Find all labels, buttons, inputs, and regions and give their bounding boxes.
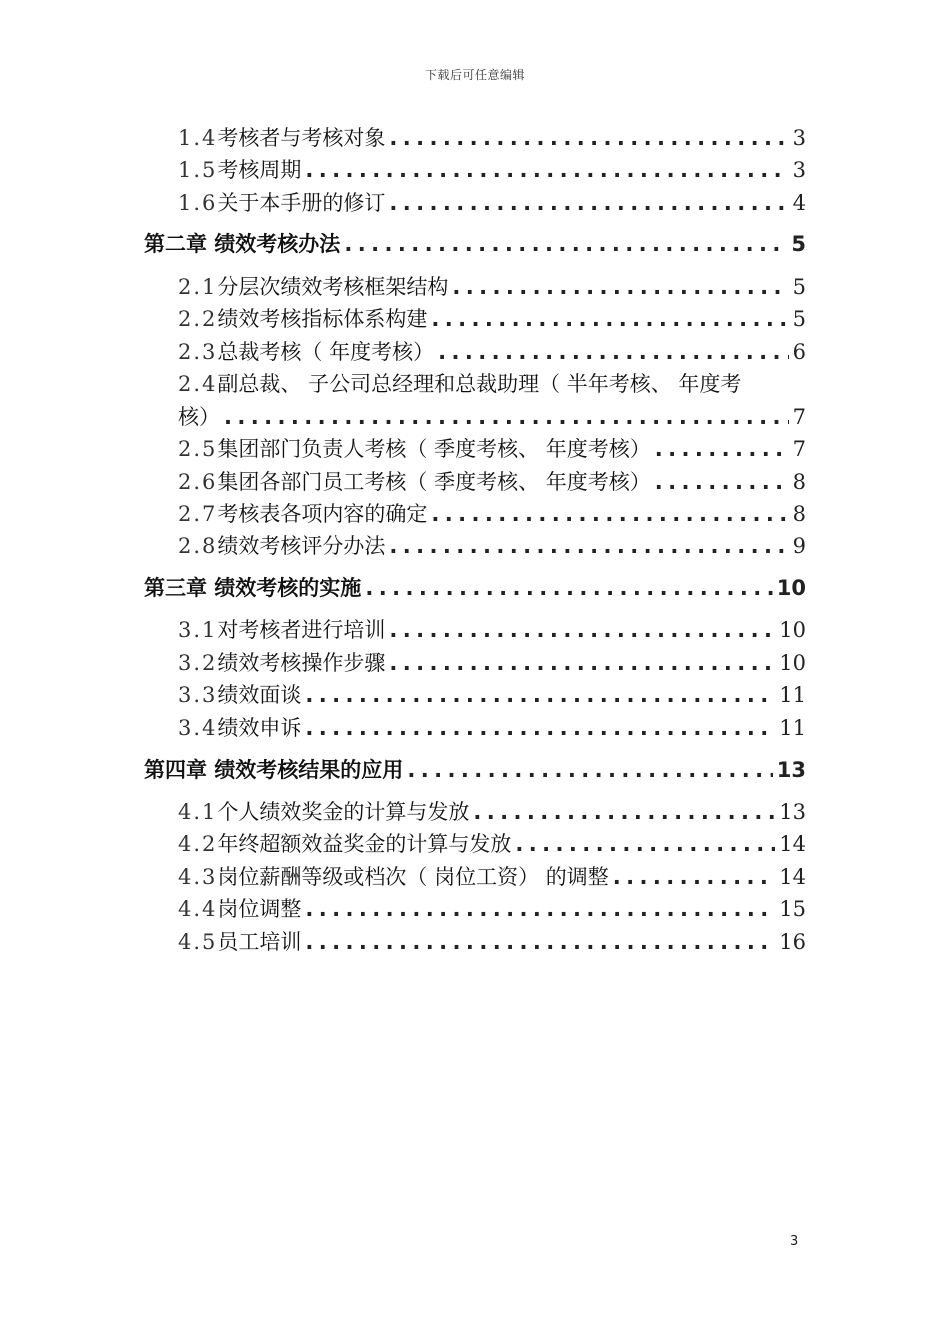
toc-leader-dots [389, 647, 775, 679]
toc-entry-page: 5 [792, 307, 806, 331]
toc-leader-dots [452, 271, 788, 303]
toc-entry-page: 13 [776, 758, 806, 782]
toc-leader-dots [515, 828, 775, 860]
toc-entry-title: 对考核者进行培训 [217, 618, 386, 642]
toc-entry[interactable] [178, 828, 806, 860]
toc-entry-number: 4.3 [178, 865, 218, 889]
toc-entry[interactable] [178, 647, 806, 679]
toc-entry[interactable] [178, 926, 806, 958]
toc-leader-dots [365, 572, 772, 604]
toc-entry-wrapped-second-line[interactable] [178, 401, 806, 433]
toc-entry-number: 3.4 [178, 716, 218, 740]
toc-entry-title: 副总裁、 子公司总经理和总裁助理（ 半年考核、 年度考 [217, 372, 742, 396]
toc-chapter-title: 第二章 绩效考核办法 [144, 232, 341, 256]
toc-entry-page: 14 [779, 832, 806, 856]
toc-entry-page: 10 [779, 651, 806, 675]
toc-leader-dots [407, 754, 772, 786]
toc-entry-page: 5 [791, 232, 806, 256]
toc-entry-page: 3 [792, 158, 806, 182]
toc-entry-title: 岗位薪酬等级或档次（ 岗位工资） 的调整 [217, 865, 609, 889]
toc-entry[interactable] [178, 271, 806, 303]
toc-entry[interactable] [178, 498, 806, 530]
toc-entry-page: 7 [792, 405, 806, 429]
toc-entry-page: 8 [792, 470, 806, 494]
toc-entry[interactable] [178, 154, 806, 186]
toc-entry[interactable] [178, 433, 806, 465]
toc-entry[interactable] [178, 466, 806, 498]
toc-entry-page: 15 [779, 897, 806, 921]
toc-entry-number: 2.7 [178, 502, 218, 526]
toc-entry-number: 3.2 [178, 651, 218, 675]
toc-entry-title: 绩效考核指标体系构建 [217, 307, 428, 331]
toc-entry-number: 4.5 [178, 930, 218, 954]
toc-entry-number: 4.1 [178, 800, 218, 824]
toc-leader-dots [438, 336, 789, 368]
toc-entry-page: 11 [779, 716, 806, 740]
toc-entry-title: 绩效考核评分办法 [217, 534, 386, 558]
toc-entry-title: 绩效考核操作步骤 [217, 651, 386, 675]
toc-entry[interactable] [178, 187, 806, 219]
toc-leader-dots [655, 433, 789, 465]
toc-entry-title: 考核周期 [217, 158, 302, 182]
toc-leader-dots [389, 122, 788, 154]
toc-entry-page: 16 [779, 930, 806, 954]
toc-entry-title: 考核表各项内容的确定 [217, 502, 428, 526]
toc-entry-title: 关于本手册的修订 [217, 191, 386, 215]
toc-leader-dots [305, 893, 775, 925]
toc-entry[interactable] [178, 530, 806, 562]
toc-entry-number: 2.8 [178, 534, 218, 558]
toc-entry-number: 1.4 [178, 126, 218, 150]
toc-entry-number: 1.6 [178, 191, 218, 215]
toc-leader-dots [655, 466, 789, 498]
toc-entry-number: 2.5 [178, 437, 218, 461]
toc-entry[interactable] [178, 122, 806, 154]
toc-entry-title: 岗位调整 [217, 897, 302, 921]
toc-entry[interactable] [178, 679, 806, 711]
toc-entry-title-continued: 核） [178, 405, 220, 429]
toc-entry-number: 2.3 [178, 340, 218, 364]
toc-leader-dots [305, 154, 788, 186]
toc-leader-dots [305, 712, 775, 744]
toc-leader-dots [305, 679, 775, 711]
toc-chapter-entry[interactable] [144, 754, 806, 786]
toc-entry-title: 集团各部门员工考核（ 季度考核、 年度考核） [217, 470, 651, 494]
toc-leader-dots [224, 401, 789, 433]
toc-entry[interactable] [178, 303, 806, 335]
toc-chapter-entry[interactable] [144, 228, 806, 260]
toc-entry-page: 10 [779, 618, 806, 642]
toc-entry-title: 集团部门负责人考核（ 季度考核、 年度考核） [217, 437, 651, 461]
toc-entry-title: 年终超额效益奖金的计算与发放 [217, 832, 512, 856]
toc-entry[interactable] [178, 796, 806, 828]
toc-leader-dots [344, 228, 787, 260]
toc-entry-number: 4.4 [178, 897, 218, 921]
toc-entry-number: 1.5 [178, 158, 218, 182]
toc-entry-title: 分层次绩效考核框架结构 [217, 275, 449, 299]
page-number: 3 [790, 1234, 799, 1249]
toc-entry-number: 3.3 [178, 683, 218, 707]
toc-entry-page: 13 [779, 800, 806, 824]
toc-leader-dots [389, 187, 788, 219]
toc-entry-title: 员工培训 [217, 930, 302, 954]
toc-entry-page: 11 [779, 683, 806, 707]
toc-chapter-entry[interactable] [144, 572, 806, 604]
toc-entry[interactable] [178, 614, 806, 646]
toc-entry-number: 2.2 [178, 307, 218, 331]
toc-entry-page: 14 [779, 865, 806, 889]
toc-entry-page: 3 [792, 126, 806, 150]
toc-leader-dots [431, 498, 788, 530]
toc-entry[interactable] [178, 861, 806, 893]
toc-entry-title: 考核者与考核对象 [217, 126, 386, 150]
toc-entry-page: 8 [792, 502, 806, 526]
toc-entry-page: 9 [792, 534, 806, 558]
toc-leader-dots [473, 796, 775, 828]
toc-entry-number: 2.6 [178, 470, 218, 494]
toc-entry-wrapped-first-line[interactable] [178, 368, 806, 400]
toc-entry-page: 4 [792, 191, 806, 215]
page-header-note: 下载后可任意编辑 [424, 68, 525, 82]
toc-leader-dots [431, 303, 788, 335]
toc-entry-number: 3.1 [178, 618, 218, 642]
toc-entry-title: 总裁考核（ 年度考核） [217, 340, 435, 364]
toc-chapter-title: 第四章 绩效考核结果的应用 [144, 758, 404, 782]
toc-entry-title: 绩效面谈 [217, 683, 302, 707]
toc-entry-page: 6 [792, 340, 806, 364]
toc-leader-dots [389, 614, 775, 646]
toc-entry-page: 10 [776, 576, 806, 600]
toc-entry-number: 2.4 [178, 372, 218, 396]
toc-entry[interactable] [178, 336, 806, 368]
toc-chapter-title: 第三章 绩效考核的实施 [144, 576, 362, 600]
toc-entry-page: 5 [792, 275, 806, 299]
toc-entry-title: 绩效申诉 [217, 716, 302, 740]
toc-entry-title: 个人绩效奖金的计算与发放 [217, 800, 470, 824]
toc-leader-dots [389, 530, 788, 562]
toc-entry[interactable] [178, 712, 806, 744]
toc-entry[interactable] [178, 893, 806, 925]
toc-leader-dots [305, 926, 775, 958]
toc-entry-page: 7 [792, 437, 806, 461]
toc-leader-dots [613, 861, 776, 893]
toc-entry-number: 4.2 [178, 832, 218, 856]
toc-entry-number: 2.1 [178, 275, 218, 299]
